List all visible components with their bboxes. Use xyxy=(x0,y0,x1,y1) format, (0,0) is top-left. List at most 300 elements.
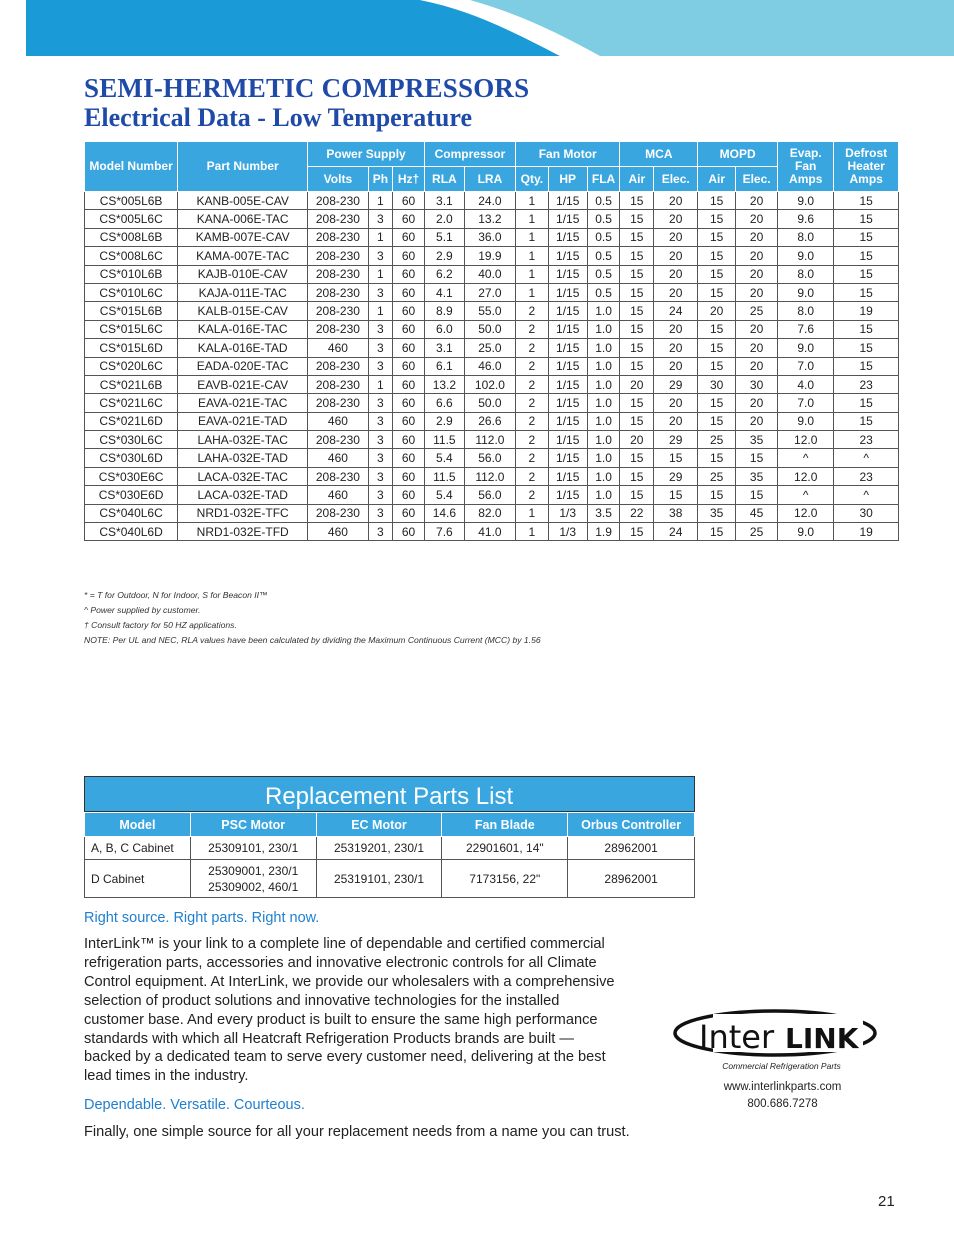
table-cell: 1/15 xyxy=(548,375,587,393)
table-cell: 460 xyxy=(308,449,368,467)
table-cell: 20 xyxy=(654,283,698,301)
table-cell: 3 xyxy=(368,357,393,375)
table-cell: CS*040L6D xyxy=(85,523,178,541)
parts-cell: 25319201, 230/1 xyxy=(316,837,442,860)
table-cell: 15 xyxy=(654,449,698,467)
table-cell: 208-230 xyxy=(308,265,368,283)
table-cell: 30 xyxy=(698,375,736,393)
table-cell: 1 xyxy=(516,523,549,541)
table-cell: 60 xyxy=(393,431,425,449)
table-cell: 7.0 xyxy=(778,357,834,375)
table-cell: 1.0 xyxy=(587,394,620,412)
parts-cell: 22901601, 14" xyxy=(442,837,568,860)
table-cell: 1 xyxy=(516,504,549,522)
table-cell: ^ xyxy=(778,486,834,504)
note-asterisk: * = T for Outdoor, N for Indoor, S for Beacon II™ xyxy=(84,590,268,600)
website-link[interactable]: www.interlinkparts.com xyxy=(723,1081,842,1093)
table-cell: 13.2 xyxy=(464,210,515,228)
table-cell: 25 xyxy=(698,467,736,485)
table-cell: 208-230 xyxy=(308,394,368,412)
table-cell: 15 xyxy=(834,283,899,301)
table-cell: 2.9 xyxy=(424,247,464,265)
table-cell: 56.0 xyxy=(464,486,515,504)
parts-cell: 7173156, 22" xyxy=(442,860,568,898)
table-cell: 0.5 xyxy=(587,283,620,301)
table-cell: 1 xyxy=(516,265,549,283)
table-cell: 5.1 xyxy=(424,228,464,246)
replacement-parts-table xyxy=(84,812,695,898)
table-cell: 8.0 xyxy=(778,265,834,283)
table-cell: 0.5 xyxy=(587,210,620,228)
table-cell: 20 xyxy=(620,431,654,449)
table-cell: 20 xyxy=(654,320,698,338)
table-cell: 15 xyxy=(654,486,698,504)
table-cell: 20 xyxy=(736,357,778,375)
table-cell: 15 xyxy=(698,265,736,283)
table-cell: 60 xyxy=(393,375,425,393)
table-cell: 1 xyxy=(368,228,393,246)
table-cell: 15 xyxy=(620,486,654,504)
table-cell: 20 xyxy=(654,247,698,265)
title-sub: Electrical Data - Low Temperature xyxy=(84,102,472,132)
table-cell: 20 xyxy=(736,320,778,338)
table-cell: 7.6 xyxy=(778,320,834,338)
table-cell: 208-230 xyxy=(308,320,368,338)
table-cell: 6.6 xyxy=(424,394,464,412)
table-cell: 0.5 xyxy=(587,192,620,210)
table-cell: 208-230 xyxy=(308,228,368,246)
table-cell: 20 xyxy=(736,394,778,412)
table-cell: 15 xyxy=(698,394,736,412)
table-cell: 15 xyxy=(620,320,654,338)
table-cell: 1.0 xyxy=(587,375,620,393)
table-row xyxy=(85,486,899,504)
col-mopd-elec: Elec. xyxy=(736,167,778,192)
body-line: refrigeration parts, accessories and innovative electronic controls for all Climate xyxy=(84,954,597,971)
table-cell: 25.0 xyxy=(464,339,515,357)
table-row xyxy=(85,394,899,412)
table-cell: 3.1 xyxy=(424,192,464,210)
table-cell: 15 xyxy=(620,412,654,430)
table-cell: 9.0 xyxy=(778,523,834,541)
table-cell: 60 xyxy=(393,283,425,301)
table-cell: 8.9 xyxy=(424,302,464,320)
col-defrost: Defrost Heater Amps xyxy=(834,142,899,192)
table-cell: 15 xyxy=(620,394,654,412)
logo-inter: Inter xyxy=(699,1018,775,1056)
table-cell: 2 xyxy=(516,486,549,504)
body-line: lead times in the industry. xyxy=(84,1068,249,1085)
table-cell: 3 xyxy=(368,504,393,522)
table-cell: LAHA-032E-TAC xyxy=(178,431,308,449)
table-cell: 26.6 xyxy=(464,412,515,430)
table-cell: 1/15 xyxy=(548,320,587,338)
table-cell: 3 xyxy=(368,210,393,228)
table-cell: 60 xyxy=(393,467,425,485)
table-row xyxy=(85,860,695,898)
col-qty: Qty. xyxy=(516,167,549,192)
table-cell: CS*021L6C xyxy=(85,394,178,412)
table-cell: 30 xyxy=(834,504,899,522)
table-cell: 8.0 xyxy=(778,302,834,320)
table-cell: 208-230 xyxy=(308,431,368,449)
table-cell: 3 xyxy=(368,339,393,357)
table-cell: 60 xyxy=(393,449,425,467)
table-cell: 12.0 xyxy=(778,431,834,449)
table-cell: 1.0 xyxy=(587,449,620,467)
table-cell: 460 xyxy=(308,412,368,430)
table-cell: 1/15 xyxy=(548,449,587,467)
table-cell: 15 xyxy=(736,449,778,467)
table-cell: 1/15 xyxy=(548,247,587,265)
interlink-logo xyxy=(673,1006,900,1060)
table-cell: 15 xyxy=(834,412,899,430)
table-cell: 1/15 xyxy=(548,192,587,210)
table-cell: CS*020L6C xyxy=(85,357,178,375)
table-cell: 1 xyxy=(516,228,549,246)
table-cell: 38 xyxy=(654,504,698,522)
table-cell: 60 xyxy=(393,394,425,412)
table-cell: 29 xyxy=(654,375,698,393)
table-cell: 3.1 xyxy=(424,339,464,357)
table-cell: 0.5 xyxy=(587,265,620,283)
table-cell: 1/15 xyxy=(548,486,587,504)
table-cell: 60 xyxy=(393,504,425,522)
table-cell: 20 xyxy=(736,228,778,246)
table-cell: EAVA-021E-TAD xyxy=(178,412,308,430)
table-cell: CS*021L6D xyxy=(85,412,178,430)
table-cell: 20 xyxy=(736,247,778,265)
table-cell: 460 xyxy=(308,486,368,504)
table-cell: CS*008L6B xyxy=(85,228,178,246)
table-cell: CS*030L6D xyxy=(85,449,178,467)
table-cell: 27.0 xyxy=(464,283,515,301)
table-cell: 5.4 xyxy=(424,486,464,504)
table-cell: 208-230 xyxy=(308,375,368,393)
table-cell: ^ xyxy=(778,449,834,467)
table-cell: 1.0 xyxy=(587,302,620,320)
table-cell: 3 xyxy=(368,320,393,338)
table-cell: 1/15 xyxy=(548,412,587,430)
table-cell: KANA-006E-TAC xyxy=(178,210,308,228)
table-cell: 13.2 xyxy=(424,375,464,393)
table-cell: 1.9 xyxy=(587,523,620,541)
table-cell: 3 xyxy=(368,449,393,467)
table-cell: 3 xyxy=(368,523,393,541)
table-row xyxy=(85,375,899,393)
table-cell: 3 xyxy=(368,247,393,265)
table-cell: LACA-032E-TAC xyxy=(178,467,308,485)
table-cell: 14.6 xyxy=(424,504,464,522)
table-cell: 15 xyxy=(834,192,899,210)
table-cell: 1.0 xyxy=(587,486,620,504)
table-cell: 60 xyxy=(393,523,425,541)
table-cell: 15 xyxy=(698,210,736,228)
table-cell: 1.0 xyxy=(587,467,620,485)
table-cell: 460 xyxy=(308,339,368,357)
parts-cell: A, B, C Cabinet xyxy=(85,837,191,860)
table-cell: 6.0 xyxy=(424,320,464,338)
table-cell: 15 xyxy=(698,523,736,541)
table-cell: 3 xyxy=(368,431,393,449)
table-cell: CS*008L6C xyxy=(85,247,178,265)
table-cell: 20 xyxy=(698,302,736,320)
table-cell: 1 xyxy=(368,192,393,210)
table-cell: 1 xyxy=(516,283,549,301)
table-cell: 2 xyxy=(516,449,549,467)
table-row xyxy=(85,228,899,246)
table-cell: 1/15 xyxy=(548,283,587,301)
table-cell: CS*030E6C xyxy=(85,467,178,485)
parts-col-fan: Fan Blade xyxy=(442,813,568,837)
table-cell: KAJB-010E-CAV xyxy=(178,265,308,283)
table-cell: 60 xyxy=(393,192,425,210)
table-cell: 208-230 xyxy=(308,504,368,522)
table-cell: 40.0 xyxy=(464,265,515,283)
table-cell: 20 xyxy=(654,394,698,412)
body-line: backed by a dedicated team to serve every customer need, delivering at the best xyxy=(84,1049,606,1066)
logo-link: LINK xyxy=(785,1022,859,1055)
table-cell: KALA-016E-TAC xyxy=(178,320,308,338)
table-cell: 20 xyxy=(654,265,698,283)
closing-paragraph: Finally, one simple source for all your replacement needs from a name you can trust. xyxy=(84,1124,630,1140)
table-row xyxy=(85,357,899,375)
table-cell: 46.0 xyxy=(464,357,515,375)
title-main: SEMI-HERMETIC COMPRESSORS xyxy=(84,73,530,103)
table-cell: 15 xyxy=(620,449,654,467)
table-cell: 1/15 xyxy=(548,394,587,412)
table-cell: 15 xyxy=(620,339,654,357)
section-heading-2: Dependable. Versatile. Courteous. xyxy=(84,1097,305,1113)
table-cell: 20 xyxy=(654,210,698,228)
body-line: selection of product solutions and innovative technologies for the installed xyxy=(84,992,560,1009)
table-cell: 23 xyxy=(834,431,899,449)
table-cell: 20 xyxy=(736,192,778,210)
table-cell: 15 xyxy=(698,192,736,210)
table-cell: 1.0 xyxy=(587,339,620,357)
table-cell: 29 xyxy=(654,431,698,449)
table-cell: 1/15 xyxy=(548,431,587,449)
table-cell: 15 xyxy=(698,283,736,301)
table-cell: CS*015L6C xyxy=(85,320,178,338)
table-cell: 20 xyxy=(736,210,778,228)
table-cell: KANB-005E-CAV xyxy=(178,192,308,210)
table-cell: LACA-032E-TAD xyxy=(178,486,308,504)
table-cell: 20 xyxy=(736,283,778,301)
logo-tagline: Commercial Refrigeration Parts xyxy=(722,1061,841,1071)
table-cell: 15 xyxy=(620,283,654,301)
table-cell: 20 xyxy=(736,412,778,430)
table-cell: CS*030E6D xyxy=(85,486,178,504)
table-cell: 60 xyxy=(393,210,425,228)
table-cell: EAVA-021E-TAC xyxy=(178,394,308,412)
note-rla: NOTE: Per UL and NEC, RLA values have been calculated by dividing the Maximum Continuous Current (MCC) by 1.56 xyxy=(84,635,541,645)
table-cell: KAMB-007E-CAV xyxy=(178,228,308,246)
col-mopd-air: Air xyxy=(698,167,736,192)
table-cell: 60 xyxy=(393,412,425,430)
phone-number: 800.686.7278 xyxy=(747,1098,818,1110)
table-cell: KAMA-007E-TAC xyxy=(178,247,308,265)
table-cell: 45 xyxy=(736,504,778,522)
table-cell: 15 xyxy=(834,265,899,283)
table-cell: 22 xyxy=(620,504,654,522)
table-cell: 35 xyxy=(698,504,736,522)
col-volts: Volts xyxy=(308,167,368,192)
contact-info xyxy=(665,1079,900,1113)
psc-line-2: 25309002, 460/1 xyxy=(208,879,299,894)
body-line: InterLink™ is your link to a complete line of dependable and certified commercial xyxy=(84,936,605,952)
table-cell: 208-230 xyxy=(308,302,368,320)
table-cell: 15 xyxy=(834,339,899,357)
table-cell: 19 xyxy=(834,302,899,320)
col-evap: Evap. Fan Amps xyxy=(778,142,834,192)
table-cell: 12.0 xyxy=(778,467,834,485)
table-cell: 24.0 xyxy=(464,192,515,210)
table-cell: 1 xyxy=(368,302,393,320)
table-cell: 35 xyxy=(736,431,778,449)
footnotes xyxy=(84,588,541,648)
table-cell: ^ xyxy=(834,449,899,467)
table-cell: 15 xyxy=(834,394,899,412)
table-cell: 25 xyxy=(736,302,778,320)
table-cell: 15 xyxy=(698,486,736,504)
table-cell: 1/15 xyxy=(548,302,587,320)
table-cell: 60 xyxy=(393,320,425,338)
parts-col-orbus: Orbus Controller xyxy=(568,813,695,837)
table-cell: 15 xyxy=(620,467,654,485)
parts-list-title: Replacement Parts List xyxy=(84,776,695,812)
table-cell: 0.5 xyxy=(587,247,620,265)
table-cell: 15 xyxy=(698,247,736,265)
group-mopd: MOPD xyxy=(698,142,778,167)
note-dagger: † Consult factory for 50 HZ applications. xyxy=(84,620,237,630)
table-row xyxy=(85,467,899,485)
table-cell: CS*015L6B xyxy=(85,302,178,320)
table-cell: KAJA-011E-TAC xyxy=(178,283,308,301)
table-cell: 7.6 xyxy=(424,523,464,541)
table-cell: 208-230 xyxy=(308,247,368,265)
table-cell: 41.0 xyxy=(464,523,515,541)
table-cell: 460 xyxy=(308,523,368,541)
table-cell: 20 xyxy=(736,339,778,357)
table-cell: 15 xyxy=(698,320,736,338)
col-rla: RLA xyxy=(424,167,464,192)
table-cell: 20 xyxy=(654,228,698,246)
table-cell: 1 xyxy=(368,375,393,393)
table-cell: 2 xyxy=(516,431,549,449)
table-cell: 3 xyxy=(368,467,393,485)
table-cell: 4.1 xyxy=(424,283,464,301)
group-mca: MCA xyxy=(620,142,698,167)
col-part: Part Number xyxy=(178,142,308,192)
table-cell: 208-230 xyxy=(308,192,368,210)
section-heading-1: Right source. Right parts. Right now. xyxy=(84,910,320,926)
table-row xyxy=(85,247,899,265)
col-model: Model Number xyxy=(85,142,178,192)
table-cell: 11.5 xyxy=(424,431,464,449)
table-cell: 1/15 xyxy=(548,210,587,228)
table-row xyxy=(85,320,899,338)
col-hz: Hz† xyxy=(393,167,425,192)
table-cell: 1.0 xyxy=(587,412,620,430)
table-cell: 2 xyxy=(516,357,549,375)
table-cell: 15 xyxy=(736,486,778,504)
table-cell: KALB-015E-CAV xyxy=(178,302,308,320)
table-row xyxy=(85,302,899,320)
col-hp: HP xyxy=(548,167,587,192)
table-cell: CS*040L6C xyxy=(85,504,178,522)
table-cell: LAHA-032E-TAD xyxy=(178,449,308,467)
table-row xyxy=(85,449,899,467)
table-cell: 8.0 xyxy=(778,228,834,246)
table-cell: 3 xyxy=(368,412,393,430)
col-ph: Ph xyxy=(368,167,393,192)
table-cell: 15 xyxy=(620,523,654,541)
table-cell: 24 xyxy=(654,523,698,541)
table-cell: 2.0 xyxy=(424,210,464,228)
table-cell: 35 xyxy=(736,467,778,485)
body-line: Control equipment. At InterLink, we provide our wholesalers with a comprehensive xyxy=(84,973,615,990)
parts-col-ec: EC Motor xyxy=(316,813,442,837)
table-cell: 36.0 xyxy=(464,228,515,246)
table-cell: 9.0 xyxy=(778,192,834,210)
body-paragraph xyxy=(84,935,615,1086)
table-cell: KALA-016E-TAD xyxy=(178,339,308,357)
parts-cell: 25319101, 230/1 xyxy=(316,860,442,898)
table-cell: 19.9 xyxy=(464,247,515,265)
table-cell: 23 xyxy=(834,467,899,485)
table-row xyxy=(85,339,899,357)
table-cell: NRD1-032E-TFD xyxy=(178,523,308,541)
col-mca-air: Air xyxy=(620,167,654,192)
table-cell: 1.0 xyxy=(587,357,620,375)
table-cell: 15 xyxy=(620,357,654,375)
table-cell: 3 xyxy=(368,486,393,504)
table-cell: 2 xyxy=(516,394,549,412)
table-row xyxy=(85,837,695,860)
table-cell: 1 xyxy=(516,247,549,265)
table-cell: 5.4 xyxy=(424,449,464,467)
table-cell: 15 xyxy=(698,449,736,467)
table-cell: 2 xyxy=(516,302,549,320)
table-cell: 15 xyxy=(834,357,899,375)
header-banner xyxy=(0,0,954,60)
col-lra: LRA xyxy=(464,167,515,192)
table-cell: 15 xyxy=(834,247,899,265)
table-cell: 1/15 xyxy=(548,265,587,283)
table-cell: CS*005L6B xyxy=(85,192,178,210)
table-cell: 60 xyxy=(393,486,425,504)
table-cell: 1.0 xyxy=(587,431,620,449)
col-fla: FLA xyxy=(587,167,620,192)
table-cell: 3.5 xyxy=(587,504,620,522)
table-cell: 15 xyxy=(698,357,736,375)
group-fan: Fan Motor xyxy=(516,142,620,167)
table-row xyxy=(85,210,899,228)
table-cell: 3 xyxy=(368,394,393,412)
table-cell: CS*005L6C xyxy=(85,210,178,228)
table-cell: 55.0 xyxy=(464,302,515,320)
table-cell: 1/3 xyxy=(548,523,587,541)
body-line: standards with which all Heatcraft Refrigeration Products brands are built — xyxy=(84,1030,574,1047)
table-cell: 1/3 xyxy=(548,504,587,522)
table-row xyxy=(85,412,899,430)
table-cell: 15 xyxy=(834,210,899,228)
table-cell: 6.1 xyxy=(424,357,464,375)
parts-cell: 28962001 xyxy=(568,837,695,860)
page-number: 21 xyxy=(878,1193,895,1210)
table-row xyxy=(85,504,899,522)
